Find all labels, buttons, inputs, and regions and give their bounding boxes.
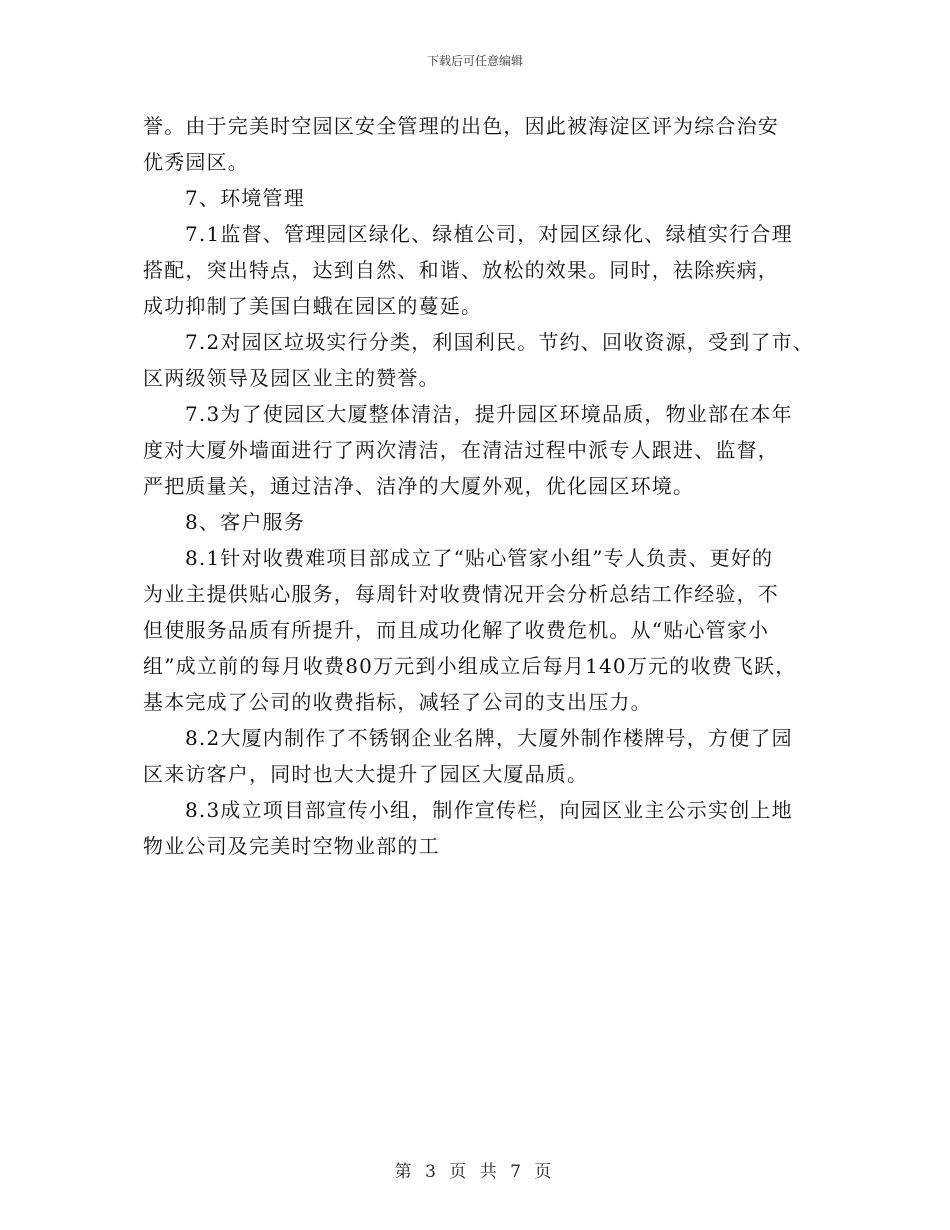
page-number-footer: 第 3 页 共 7 页	[394, 1162, 556, 1182]
section-heading-customer-service: 8、客户服务	[185, 510, 305, 534]
text-line: 区来访客户，同时也大大提升了园区大厦品质。	[143, 762, 589, 786]
text-line: 组”成立前的每月收费80万元到小组成立后每月140万元的收费飞跃，	[143, 654, 797, 678]
text-line: 搭配，突出特点，达到自然、和谐、放松的效果。同时，祛除疾病，	[143, 258, 779, 282]
text-line: 为业主提供贴心服务，每周针对收费情况开会分析总结工作经验，不	[143, 582, 779, 606]
text-line: 严把质量关，通过洁净、洁净的大厦外观，优化园区环境。	[143, 474, 695, 498]
text-line: 物业公司及完美时空物业部的工	[143, 834, 440, 858]
text-line: 8.2大厦内制作了不锈钢企业名牌，大厦外制作楼牌号，方便了园	[185, 726, 793, 750]
text-line: 7.1监督、管理园区绿化、绿植公司，对园区绿化、绿植实行合理	[185, 222, 793, 246]
text-line: 优秀园区。	[143, 150, 249, 174]
text-line: 8.3成立项目部宣传小组，制作宣传栏，向园区业主公示实创上地	[185, 798, 793, 822]
text-line: 但使服务品质有所提升，而且成功化解了收费危机。从“贴心管家小	[143, 618, 770, 642]
text-line: 8.1针对收费难项目部成立了“贴心管家小组”专人负责、更好的	[185, 546, 774, 570]
text-line: 成功抑制了美国白蛾在园区的蔓延。	[143, 294, 483, 318]
page-header: 下载后可任意编辑	[426, 54, 523, 68]
text-line: 度对大厦外墙面进行了两次清洁，在清洁过程中派专人跟进、监督，	[143, 438, 779, 462]
document-body	[143, 108, 823, 864]
text-line: 誉。由于完美时空园区安全管理的出色，因此被海淀区评为综合治安	[143, 114, 779, 138]
text-line: 区两级领导及园区业主的赞誉。	[143, 366, 440, 390]
text-line: 基本完成了公司的收费指标，减轻了公司的支出压力。	[143, 690, 652, 714]
section-heading-environment: 7、环境管理	[185, 186, 305, 210]
text-line: 7.3为了使园区大厦整体清洁，提升园区环境品质，物业部在本年	[185, 402, 793, 426]
text-line: 7.2对园区垃圾实行分类，利国利民。节约、回收资源，受到了市、	[185, 330, 815, 354]
